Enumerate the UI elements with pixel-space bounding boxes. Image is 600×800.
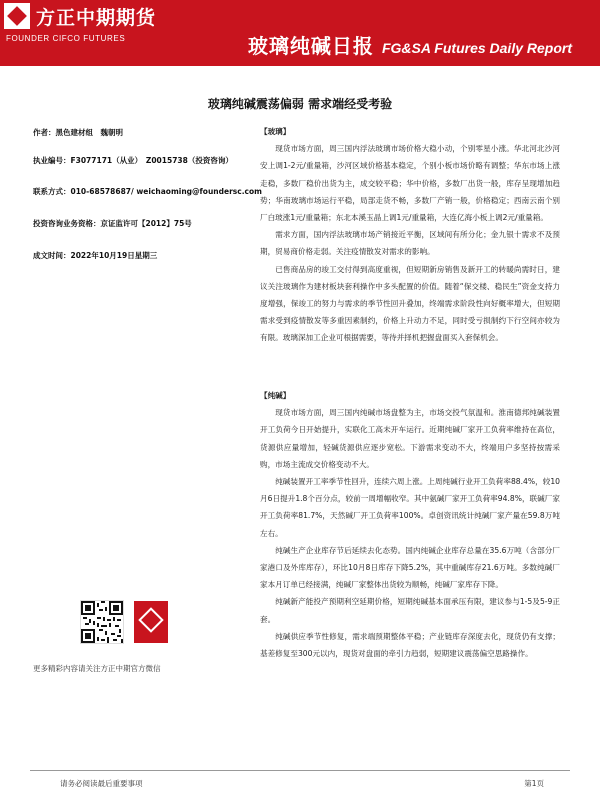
page-headline: 玻璃纯碱震荡偏弱 需求端经受考验 [207,97,393,111]
glass-paragraph: 已售商品房的竣工交付得到高度重视，但短期新房销售及新开工的转暖尚需时日，建议关注玻璃作为建材板块套利操作中多头配置的价值。随着“保交楼、稳民生”资金支持力度增强，保竣工的努力与需求的季节性回升叠加，终端需求阶段性向好概率增大，但短期需求受到疫情散发等多重因素制约，价格上升动力不足，同时受亏损制约下行空间亦较为有限。玻璃深加工企业可根据需要，等待并择机把握盘面买入套保机会。 [260,264,560,343]
page-number: 第1页 [524,779,544,788]
soda-paragraph: 纯碱新产能投产预期利空延期价格，短期纯碱基本面承压有限，建议参与1-5及5-9正套。 [260,597,560,624]
soda-paragraph: 纯碱装置开工率季节性回升，连续六周上涨。上周纯碱行业开工负荷率88.4%，较10月6日提升1.8个百分点，较前一周增幅收窄。其中氨碱厂家开工负荷率94.8%，联碱厂家开工负荷率81.7%，天然碱厂开工负荷率100%。卓创资讯统计纯碱厂家产量在59.8万吨左右。 [260,477,560,538]
company-logo [4,0,156,32]
qr-code-icon [80,600,124,644]
logo-text-en: FOUNDER CIFCO FUTURES [6,34,126,43]
meta-date: 成文时间：2022年10月19日星期三 [33,251,158,260]
glass-paragraph: 需求方面，国内浮法玻璃市场产销接近平衡，区域间有所分化；金九银十需求不及预期，贸易商价格走弱。关注疫情散发对需求的影响。 [260,230,560,257]
soda-paragraph: 纯碱供应季节性修复，需求端预期整体平稳；产业链库存深度去化，现货仍有支撑；基差修复至300元以内，现货对盘面的牵引力趋弱，短期建议震荡偏空思路操作。 [260,631,560,659]
wechat-badge-icon [134,601,168,643]
meta-author: 作者：黑色建材组 魏朝明 [33,128,123,137]
soda-section [260,387,560,662]
meta-qualification: 投资咨询业务资格：京证监许可【2012】75号 [33,219,192,228]
footer-disclaimer-link: 请务必阅读最后重要事项 [60,779,143,788]
logo-text-cn: 方正中期期货 [36,6,157,29]
meta-license: 执业编号：F3077171（从业） Z0015738（投资咨询） [33,156,233,165]
soda-paragraph: 现货市场方面，周三国内纯碱市场盘整为主，市场交投气氛温和。淮南德邦纯碱装置开工负荷今日开始提升，实联化工高未开车运行。近期纯碱厂家开工负荷率维持在高位，货源供应量增加，轻碱货源供应逐步宽松。下游需求变动不大，终端用户多坚持按需采购，市场主流成交价格变动不大。 [260,408,560,469]
meta-contact: 联系方式：010-68578687/ weichaoming@foundersc.com [33,187,262,196]
report-title [248,30,572,59]
qr-caption: 更多精彩内容请关注方正中期官方微信 [33,664,161,673]
soda-section-title: 【纯碱】 [260,391,291,400]
glass-section [260,123,560,347]
glass-paragraph: 现货市场方面，周三国内浮法玻璃市场价格大稳小动，个别零星小涨。华北河北沙河安上调1-2元/重量箱，沙河区域价格基本稳定，个别小板市场价略有调整；华东市场上涨走稳，多数厂稳价出货为主，成交较平稳；华中价格，多数厂出货一般，库存呈现增加趋势；华南玻璃市场运行平稳，局部走货不畅，多数厂产销一般，价格稳定；西南云南个别厂白玻涨1元/重量箱；东北本溪玉晶上调1元/重量箱，大连亿海小板上调2元/重量箱。 [260,144,560,223]
glass-section-title: 【玻璃】 [260,127,291,136]
logo-mark-icon [4,3,30,29]
report-title-en: FG&SA Futures Daily Report [381,40,572,56]
soda-paragraph: 纯碱生产企业库存节后延续去化态势。国内纯碱企业库存总量在35.6万吨（含部分厂家港口及外库库存），环比10月8日库存下降5.2%，其中重碱库存21.6万吨。多数纯碱厂家本月订单已经接满，纯碱厂家整体出货较为顺畅，纯碱厂家库存下降。 [260,545,560,590]
footer-divider [30,770,570,771]
report-title-cn: 玻璃纯碱日报 [247,34,374,58]
